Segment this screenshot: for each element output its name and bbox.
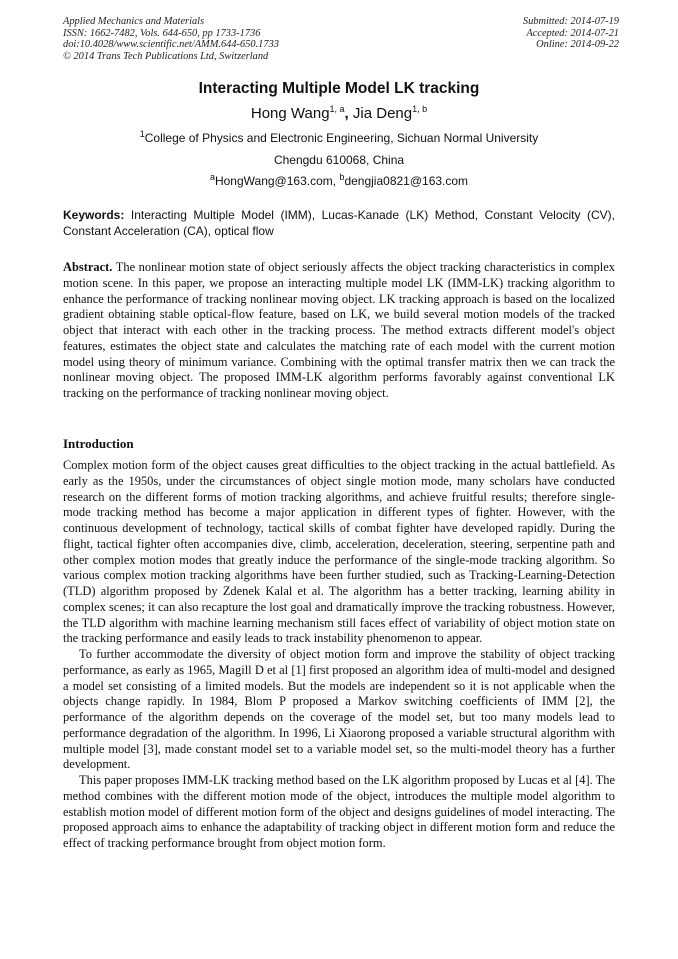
paragraph: To further accommodate the diversity of object motion form and improve the stability of object tracking performance, as early as 1965, Magill D et al [1] first proposed an algorithm idea of multi-model and designed a model set consisting of a limited models. But the models are independent so it is not applicable when the objects change rapidly. In 1984, Blom P proposed a Markov switching coefficients of IMM [2], the performance of the algorithm depends on the coverage of the model set, but too many models lead to performance degradation of the algorithm. In 1996, Li Xiaorong proposed a variable structural algorithm with multiple model [3], made constant model set to a variable model set, so the multi-model theory has a further development. (63, 647, 615, 772)
keywords (63, 208, 615, 239)
email-superscript: a (209, 172, 215, 182)
affiliation-line (0, 131, 678, 145)
author-superscript: 1, a (329, 104, 345, 114)
email-a: HongWang@163.com, (214, 174, 340, 188)
author-line (0, 105, 678, 122)
introduction-body (63, 458, 615, 852)
author-name: Hong Wang (250, 105, 330, 122)
online-date: Online: 2014-09-22 (536, 39, 619, 50)
journal-name: Applied Mechanics and Materials (63, 16, 205, 27)
author-name: Jia Deng (352, 105, 413, 122)
affiliation-institution: College of Physics and Electronic Engineering, Sichuan Normal University (144, 131, 539, 145)
keywords-label: Keywords: (63, 208, 125, 222)
paper-title: Interacting Multiple Model LK tracking (198, 80, 480, 97)
section-heading: Introduction (63, 436, 134, 451)
email-superscript: b (339, 172, 345, 182)
abstract (63, 260, 615, 402)
keywords-text: Interacting Multiple Model (IMM), Lucas-Kanade (LK) Method, Constant Velocity (CV), Constant Acceleration (CA), optical flow (63, 208, 615, 238)
author-superscript: 1, b (412, 104, 428, 114)
submission-dates (523, 16, 619, 51)
abstract-label: Abstract. (63, 260, 113, 274)
email-b: dengjia0821@163.com (344, 174, 469, 188)
affiliation-superscript: 1 (139, 129, 145, 139)
author-separator: , (344, 105, 353, 122)
abstract-text: The nonlinear motion state of object seriously affects the object tracking characteristics in complex motion scene. In this paper, we propose an interacting multiple model LK (IMM-LK) tracking algorithm to enhance the performance of tracking nonlinear moving object. LK tracking approach is based on the localized gradient obtaining stable optical-flow feature, based on LK, we build several motion models of the tracked object that interact with each other in the tracking process. The method extracts different model's object features, estimates the object state and calculates the matching rate of each model with the current motion model using theory of minimum variance. Combining with the optimal transfer matrix then we can track the nonlinear moving object. The proposed IMM-LK algorithm performs favorably against conventional LK tracking on the performance of tracking nonlinear moving object. (63, 260, 615, 400)
author-emails (0, 174, 678, 188)
submitted-date: Submitted: 2014-07-19 (522, 16, 619, 27)
journal-copyright: © 2014 Trans Tech Publications Ltd, Switzerland (63, 50, 269, 62)
accepted-date: Accepted: 2014-07-21 (526, 27, 619, 39)
journal-doi: doi:10.4028/www.scientific.net/AMM.644-650.1733 (63, 39, 279, 50)
journal-info (63, 16, 279, 62)
journal-issn: ISSN: 1662-7482, Vols. 644-650, pp 1733-1736 (63, 27, 261, 39)
affiliation-city: Chengdu 610068, China (273, 153, 405, 167)
paragraph: This paper proposes IMM-LK tracking method based on the LK algorithm proposed by Lucas et al [4]. The method combines with the different motion mode of the object, introduces the multiple model algorithm to establish motion model of different motion form of the object and designs guidelines of model interacting. The proposed approach aims to enhance the adaptability of tracking object in different motion form and reduce the effect of tracking performance brought from object motion form. (63, 773, 615, 850)
paragraph: Complex motion form of the object causes great difficulties to the object tracking in the actual battlefield. As early as the 1950s, under the circumstances of object single motion mode, many scholars have conducted research on the different forms of motion tracking algorithms, and achieve fruitful results; therefore single-mode tracking method has become a major application in different types of fighter. However, with the continuous development of technology, tactical skills of combat fighter have developed rapidly. During the flight, tactical fighter often accompanies dive, climb, acceleration, deceleration, steering, serpentine path and other complex motion modes that greatly induce the performance of the single-mode tracking algorithm. So various complex motion tracking algorithms have been further studied, such as Tracking-Learning-Detection (TLD) algorithm proposed by Zdenek Kalal et al. The algorithm has a better tracking, learning ability in complex scenes; it can also recapture the lost goal and dramatically improve the tracking robustness. However, the TLD algorithm with machine learning mechanism still faces effect of variability of object motion state on the tracking performance and easily leads to track instability phenomenon to appear. (63, 458, 615, 646)
